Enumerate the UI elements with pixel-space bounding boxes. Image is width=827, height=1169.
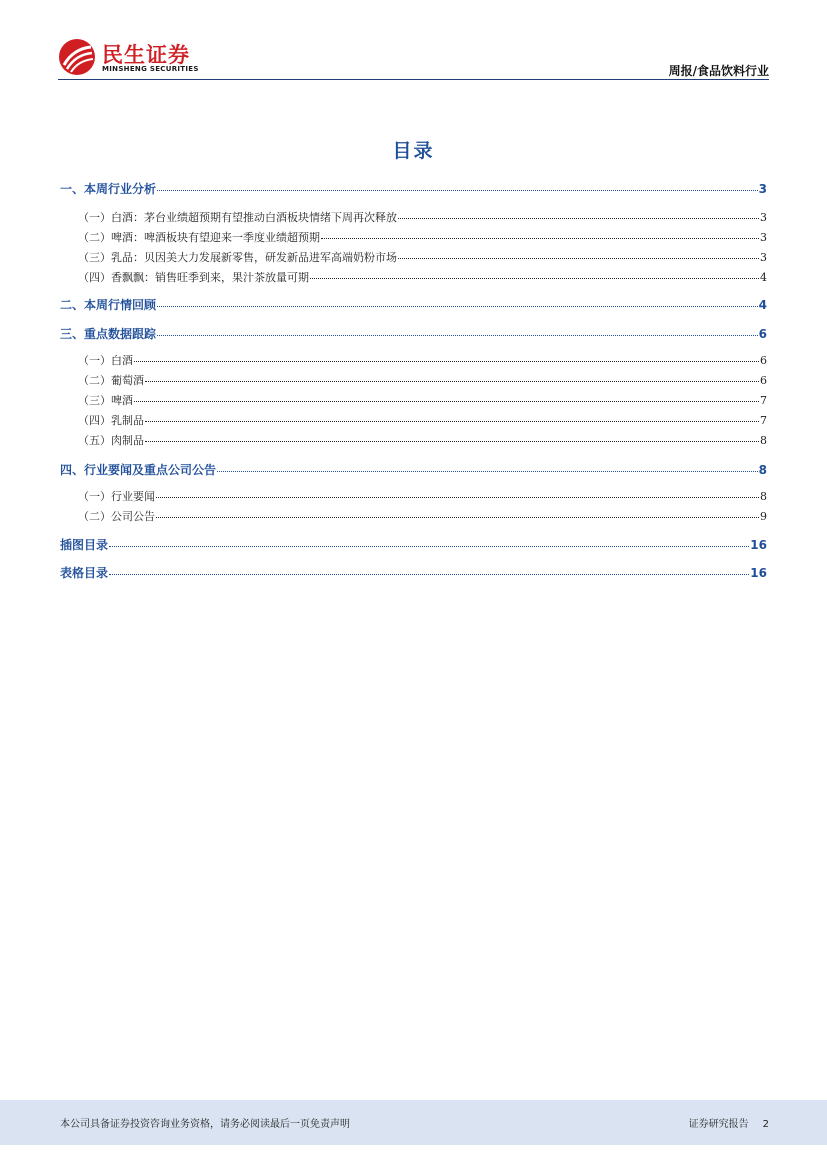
toc-entry-label: 二、本周行情回顾 (60, 298, 157, 312)
toc-subsection-entry[interactable] (60, 209, 767, 225)
toc-entry-label: （五）肉制品 (78, 434, 144, 447)
toc-entry-label: （二）啤酒：啤酒板块有望迎来一季度业绩超预期 (78, 231, 320, 244)
page-header (0, 0, 827, 90)
toc-dot-leader (310, 277, 759, 279)
toc-dot-leader (156, 516, 759, 518)
toc-subsection-entry[interactable] (60, 229, 767, 245)
toc-dot-leader (157, 189, 758, 191)
toc-entry-page: 3 (760, 251, 767, 264)
toc-section-entry[interactable] (60, 536, 767, 553)
toc-entry-label: （四）乳制品 (78, 414, 144, 427)
toc-section-entry[interactable] (60, 461, 767, 478)
toc-subsection-entry[interactable] (60, 249, 767, 265)
toc-subsection-entry[interactable] (60, 508, 767, 524)
toc-entry-page: 3 (760, 211, 767, 224)
toc-section-entry[interactable] (60, 564, 767, 581)
toc-entry-label: 一、本周行业分析 (60, 182, 157, 196)
toc-entry-page: 6 (760, 354, 767, 367)
footer-page-number: 2 (762, 1119, 769, 1130)
toc-section-entry[interactable] (60, 180, 767, 197)
toc-dot-leader (145, 420, 759, 422)
toc-entry-page: 8 (760, 434, 767, 447)
toc-entry-label: （四）香飘飘：销售旺季到来，果汁茶放量可期 (78, 271, 309, 284)
report-category: 周报/食品饮料行业 (668, 64, 769, 78)
toc-entry-page: 6 (758, 327, 767, 341)
logo-english-name: MINSHENG SECURITIES (102, 65, 199, 73)
toc-entry-label: 三、重点数据跟踪 (60, 327, 157, 341)
toc-entry-page: 4 (760, 271, 767, 284)
toc-entry-page: 9 (760, 510, 767, 523)
header-divider (58, 79, 769, 80)
toc-entry-label: 表格目录 (60, 566, 109, 580)
company-logo (58, 38, 228, 80)
toc-entry-label: 四、行业要闻及重点公司公告 (60, 463, 217, 477)
toc-dot-leader (157, 305, 758, 307)
toc-dot-leader (217, 470, 758, 472)
toc-dot-leader (321, 237, 759, 239)
toc-entry-label: （一）白酒：茅台业绩超预期有望推动白酒板块情绪下周再次释放 (78, 211, 397, 224)
toc-entry-page: 3 (758, 182, 767, 196)
toc-dot-leader (156, 496, 759, 498)
toc-dot-leader (109, 545, 749, 547)
toc-dot-leader (157, 334, 758, 336)
toc-dot-leader (134, 400, 759, 402)
footer-disclaimer: 本公司具备证券投资咨询业务资格，请务必阅读最后一页免责声明 (60, 1119, 350, 1130)
toc-title: 目录 (392, 140, 435, 162)
toc-entry-page: 7 (760, 394, 767, 407)
toc-entry-page: 8 (760, 490, 767, 503)
toc-section-entry[interactable] (60, 325, 767, 342)
toc-entry-page: 3 (760, 231, 767, 244)
toc-dot-leader (398, 257, 759, 259)
toc-entry-page: 8 (758, 463, 767, 477)
toc-dot-leader (145, 440, 759, 442)
toc-subsection-entry[interactable] (60, 432, 767, 448)
toc-subsection-entry[interactable] (60, 269, 767, 285)
toc-dot-leader (134, 360, 759, 362)
toc-subsection-entry[interactable] (60, 412, 767, 428)
toc-entry-page: 7 (760, 414, 767, 427)
toc-subsection-entry[interactable] (60, 352, 767, 368)
toc-dot-leader (109, 573, 749, 575)
toc-dot-leader (398, 217, 759, 219)
toc-subsection-entry[interactable] (60, 488, 767, 504)
toc-entry-label: 插图目录 (60, 538, 109, 552)
footer-doc-type: 证券研究报告 (688, 1119, 749, 1130)
toc-entry-label: （三）啤酒 (78, 394, 133, 407)
logo-chinese-name: 民生证券 (102, 43, 190, 67)
page-footer (0, 1100, 827, 1145)
toc-subsection-entry[interactable] (60, 372, 767, 388)
toc-section-entry[interactable] (60, 296, 767, 313)
toc-entry-label: （一）行业要闻 (78, 490, 155, 503)
toc-subsection-entry[interactable] (60, 392, 767, 408)
toc-entry-page: 16 (750, 538, 767, 552)
toc-entry-label: （二）公司公告 (78, 510, 155, 523)
minsheng-logo-icon (58, 38, 96, 76)
toc-entry-page: 16 (750, 566, 767, 580)
toc-entry-label: （二）葡萄酒 (78, 374, 144, 387)
toc-entry-page: 6 (760, 374, 767, 387)
toc-entry-page: 4 (758, 298, 767, 312)
toc-dot-leader (145, 380, 759, 382)
footer-right (689, 1115, 769, 1130)
toc-entry-label: （一）白酒 (78, 354, 133, 367)
toc-entry-label: （三）乳品：贝因美大力发展新零售，研发新品进军高端奶粉市场 (78, 251, 397, 264)
